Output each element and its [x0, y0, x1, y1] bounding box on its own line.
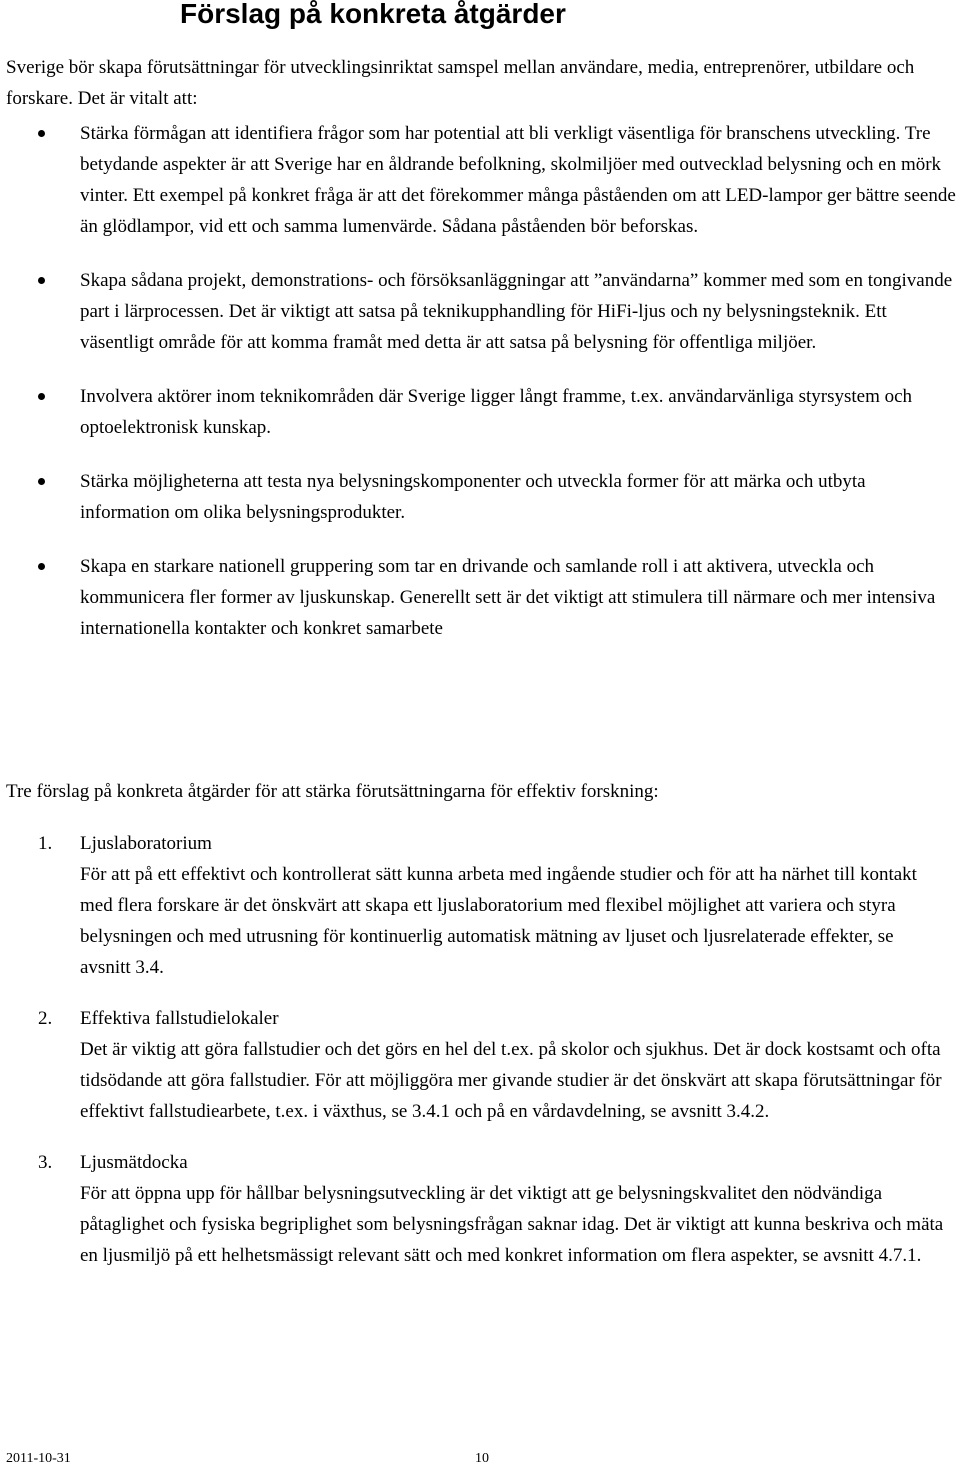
lead-paragraph: Tre förslag på konkreta åtgärder för att stärka förutsättningarna för effektiv forskning: — [6, 781, 659, 802]
bullet-list — [0, 118, 960, 644]
bullet-icon — [38, 563, 45, 570]
bullet-icon — [38, 478, 45, 485]
bullet-text: Involvera aktörer inom teknikområden där Sverige ligger långt framme, t.ex. användarvänliga styrsystem och optoelektronisk kunskap. — [80, 386, 913, 438]
list-item — [0, 466, 960, 528]
list-item — [0, 381, 960, 443]
list-item — [0, 1003, 946, 1127]
bullet-text: Skapa en starkare nationell gruppering som tar en drivande och samlande roll i att aktivera, utveckla och kommunicera fler former av ljuskunskap. Generellt sett är det viktigt att stimulera till närmare och mer intensiva internationella kontakter och konkret samarbete — [80, 556, 936, 639]
item-heading: Effektiva fallstudielokaler — [80, 1008, 279, 1029]
intro-paragraph: Sverige bör skapa förutsättningar för utvecklingsinriktat samspel mellan användare, media, entreprenörer, utbildare och forskare. Det är vitalt att: — [6, 57, 915, 109]
page-number: 10 — [475, 1451, 489, 1466]
numbered-list — [0, 828, 960, 1271]
bullet-text: Stärka möjligheterna att testa nya belysningskomponenter och utveckla former för att märka och utbyta information om olika belysningsprodukter. — [80, 471, 866, 523]
item-number: 3. — [38, 1152, 53, 1173]
bullet-text: Stärka förmågan att identifiera frågor som har potential att bli verkligt väsentliga för branschens utveckling. Tre betydande aspekter är att Sverige har en åldrande befolkning, skolmiljöer med outvecklad belysning och en mörk vinter. Ett exempel på konkret fråga är att det förekommer många påståenden om att LED-lampor ger bättre seende än glödlampor, vid ett och samma lumenvärde. Sådana påståenden bör beforskas. — [80, 123, 956, 237]
bullet-text: Skapa sådana projekt, demonstrations- och försöksanläggningar att ”användarna” kommer med som en tongivande part i lärprocessen. Det är viktigt att satsa på teknikupphandling för HiFi-ljus och ny belysningsteknik. Ett väsentligt område för att komma framåt med detta är att satsa på belysning för offentliga miljöer. — [80, 270, 953, 353]
list-item — [0, 1147, 946, 1271]
list-item — [0, 265, 960, 358]
list-item — [0, 551, 960, 644]
item-heading: Ljuslaboratorium — [80, 833, 212, 854]
item-text: För att öppna upp för hållbar belysningsutveckling är det viktigt att ge belysningskvalitet den nödvändiga påtaglighet och fysiska begriplighet som belysningsfrågan saknar idag. Det är viktigt att kunna beskriva och mäta en ljusmiljö på ett helhetsmässigt relevant sätt och med konkret information om flera aspekter, se avsnitt 4.7.1. — [80, 1183, 944, 1266]
list-item — [0, 118, 960, 242]
bullet-icon — [38, 130, 45, 137]
item-text: Det är viktig att göra fallstudier och det görs en hel del t.ex. på skolor och sjukhus. Det är dock kostsamt och ofta tidsödande att göra fallstudier. För att möjliggöra mer givande studier är det önskvärt att skapa förutsättningar för effektivt fallstudiearbete, t.ex. i växthus, se 3.4.1 och på en vårdavdelning, se avsnitt 3.4.2. — [80, 1039, 942, 1122]
item-number: 1. — [38, 833, 53, 854]
list-item — [0, 828, 946, 983]
page-title: Förslag på konkreta åtgärder — [180, 0, 566, 29]
footer-date: 2011-10-31 — [6, 1451, 71, 1466]
item-text: För att på ett effektivt och kontrollerat sätt kunna arbeta med ingående studier och för att ha närhet till kontakt med flera forskare är det önskvärt att skapa ett ljuslaboratorium med flexibel möjlighet att variera och styra belysningen och med utrusning för kontinuerlig automatisk mätning av ljuset och ljusrelaterade effekter, se avsnitt 3.4. — [80, 864, 917, 978]
bullet-icon — [38, 393, 45, 400]
bullet-icon — [38, 277, 45, 284]
item-number: 2. — [38, 1008, 53, 1029]
item-heading: Ljusmätdocka — [80, 1152, 188, 1173]
